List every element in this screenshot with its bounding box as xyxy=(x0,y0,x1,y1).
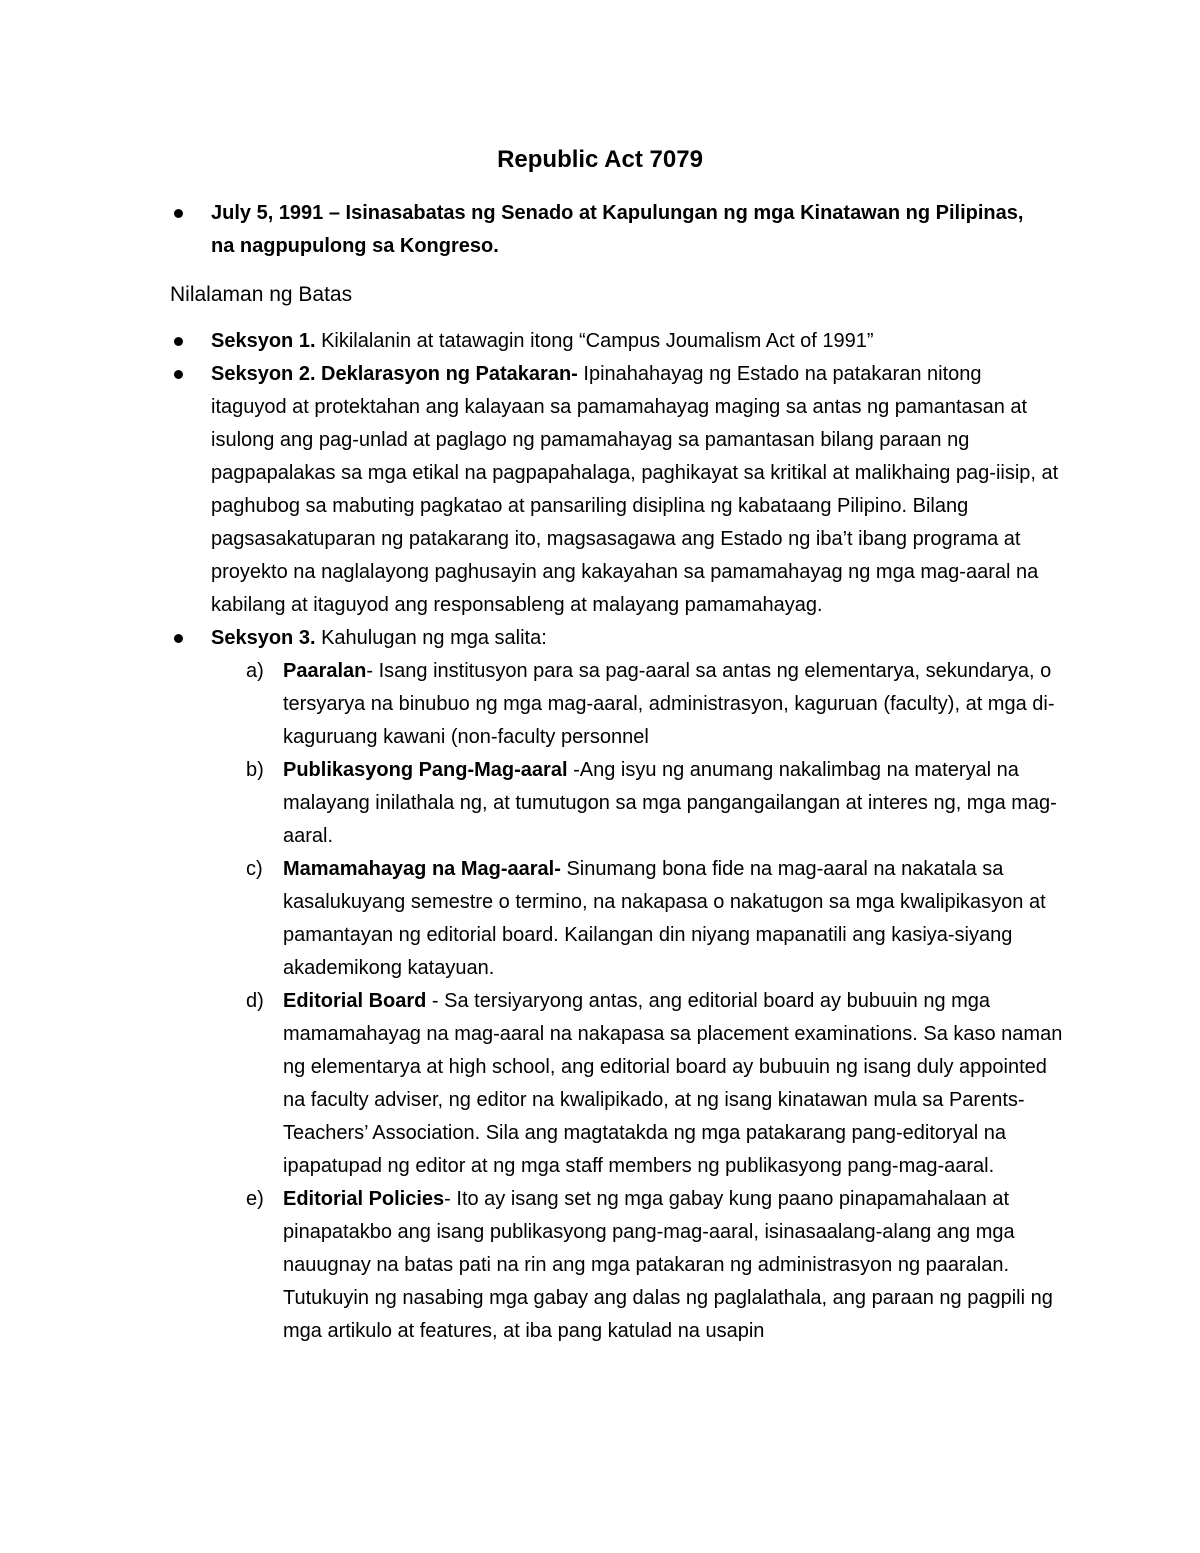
bullet-icon xyxy=(174,370,183,379)
definition-term: Paaralan xyxy=(283,660,367,682)
section-item-3 xyxy=(170,622,1060,655)
section-item-2 xyxy=(170,358,1060,622)
definition-term: Mamamahayag na Mag-aaral- xyxy=(283,858,561,880)
section-label: Seksyon 1. xyxy=(211,330,316,352)
section-item-1 xyxy=(170,325,1060,358)
list-marker: c) xyxy=(246,858,263,880)
definition-term: Editorial Policies xyxy=(283,1188,445,1210)
section-label: Seksyon 3. xyxy=(211,627,316,649)
sections-list xyxy=(170,325,1060,655)
list-marker: b) xyxy=(246,759,264,781)
list-marker: a) xyxy=(246,660,264,682)
bullet-icon xyxy=(174,337,183,346)
definition-text: - Isang institusyon para sa pag-aaral sa antas ng elementarya, sekundarya, o tersyarya na binubuo ng mga mag-aaral, administrasyon, kaguruan (faculty), at mga di-kaguruang kawani (non-faculty personnel xyxy=(283,660,1055,748)
definition-term: Editorial Board xyxy=(283,990,427,1012)
definitions-list xyxy=(170,655,1070,1348)
list-marker: e) xyxy=(246,1188,264,1210)
definition-item-b xyxy=(241,754,1070,853)
definition-item-c xyxy=(241,853,1070,985)
definition-text: Sinumang bona fide na mag-aaral na nakatala sa kasalukuyang semestre o termino, na nakapasa o nakatugon sa mga kwalipikasyon at pamantayan ng editorial board. Kailangan din niyang mapanatili ang kasiya-siyang akademikong katayuan. xyxy=(283,858,1046,979)
section-label: Seksyon 2. Deklarasyon ng Patakaran- xyxy=(211,363,578,385)
list-marker: d) xyxy=(246,990,264,1012)
bullet-icon xyxy=(174,634,183,643)
section-text: Ipinahahayag ng Estado na patakaran nitong itaguyod at protektahan ang kalayaan sa pamamahayag maging sa antas ng pamantasan at isulong ang pag-unlad at paglago ng pamamahayag sa pamantasan bilang paraan ng pagpapalakas sa mga etikal na pagpapahalaga, paghikayat sa kritikal at malikhaing pag-iisip, at paghubog sa mabuting pagkatao at pansariling disiplina ng kabataang Pilipino. Bilang pagsasakatuparan ng patakarang ito, magsasagawa ang Estado ng iba’t ibang programa at proyekto na naglalayong paghusayin ang kakayahan sa pamamahayag ng mga mag-aaral na kabilang at itaguyod ang responsableng at malayang pamamahayag. xyxy=(211,363,1059,616)
definition-text: - Ito ay isang set ng mga gabay kung paano pinapamahalaan at pinapatakbo ang isang publikasyong pang-mag-aaral, isinasaalang-alang ang mga nauugnay na batas pati na rin ang mga patakaran ng administrasyon ng paaralan. Tutukuyin ng nasabing mga gabay ang dalas ng paglalathala, ang paraan ng pagpili ng mga artikulo at features, at iba pang katulad na usapin xyxy=(283,1188,1053,1342)
intro-list xyxy=(170,197,1050,263)
definition-text: -Ang isyu ng anumang nakalimbag na materyal na malayang inilathala ng, at tumutugon sa mga pangangailangan at interes ng, mga mag-aaral. xyxy=(283,759,1057,847)
list-item xyxy=(170,197,1050,263)
definition-item-d xyxy=(241,985,1070,1183)
section-text: Kikilalanin at tatawagin itong “Campus Joumalism Act of 1991” xyxy=(315,330,874,352)
definition-text: - Sa tersiyaryong antas, ang editorial board ay bubuuin ng mga mamamahayag na mag-aaral na nakapasa sa placement examinations. Sa kaso naman ng elementarya at high school, ang editorial board ay bubuuin ng isang duly appointed na faculty adviser, ng editor na kwalipikado, at ng isang kinatawan mula sa Parents-Teachers’ Association. Sila ang magtatakda ng mga patakarang pang-editoryal na ipapatupad ng editor at ng mga staff members ng publikasyong pang-mag-aaral. xyxy=(283,990,1063,1177)
definition-term: Publikasyong Pang-Mag-aaral xyxy=(283,759,568,781)
section-text: Kahulugan ng mga salita: xyxy=(315,627,547,649)
page-title: Republic Act 7079 xyxy=(497,146,703,173)
definition-item-a xyxy=(241,655,1070,754)
intro-text: July 5, 1991 – Isinasabatas ng Senado at Kapulungan ng mga Kinatawan ng Pilipinas, na nagpupulong sa Kongreso. xyxy=(211,202,1024,257)
definition-item-e xyxy=(241,1183,1070,1348)
bullet-icon xyxy=(174,209,183,218)
section-heading: Nilalaman ng Batas xyxy=(170,283,353,306)
